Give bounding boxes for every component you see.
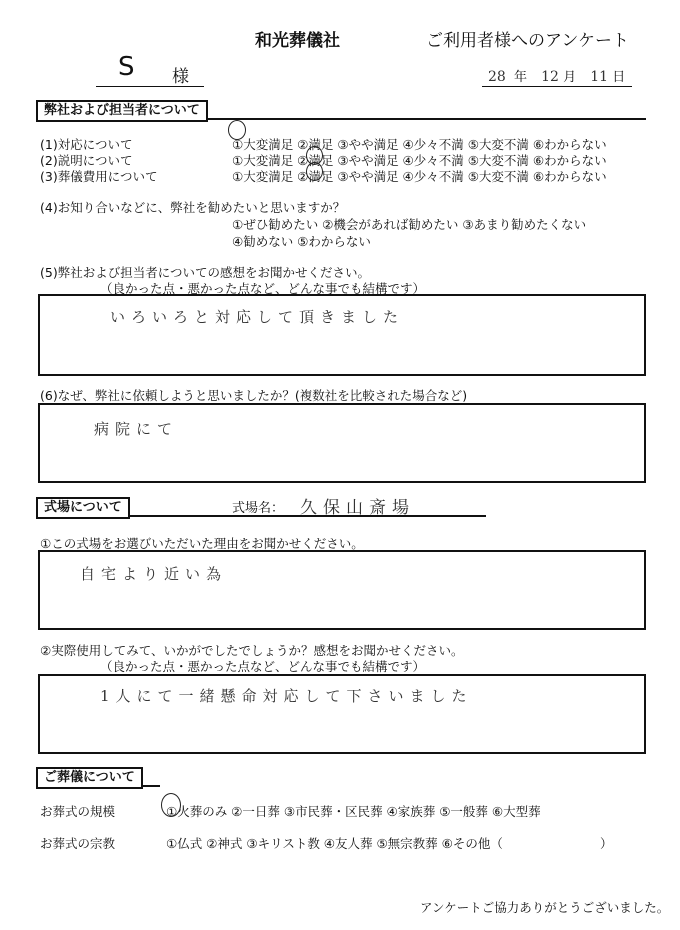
thanks-message: アンケートご協力ありがとうございました。	[420, 900, 670, 915]
date-year: 28	[488, 69, 506, 85]
q6-label: (6)なぜ、弊社に依頼しようと思いましたか？(複数社を比較された場合など)	[40, 388, 468, 403]
date-day: 11	[590, 69, 609, 85]
q5-label: (5)弊社および担当者についての感想をお聞かせください。	[40, 265, 370, 280]
scale-label: お葬式の規模	[40, 804, 116, 819]
survey-title: ご利用者様へのアンケート	[426, 31, 629, 51]
date-month: 12	[541, 69, 559, 85]
customer-initial: S	[118, 52, 135, 82]
q3-label: (3)葬儀費用について	[40, 169, 158, 184]
venue-q2-label: ②実際使用してみて、いかがでしたでしょうか？感想をお聞かせください。	[40, 643, 464, 658]
venue-q1-answer-box	[38, 550, 646, 630]
q3-options: ①大変満足 ②満足 ③やや満足 ④少々不満 ⑤大変不満 ⑥わからない	[232, 169, 607, 184]
section3-heading: ご葬儀について	[36, 767, 143, 789]
date-month-label: 月	[563, 70, 577, 85]
name-underline	[96, 86, 204, 87]
venue-answer: 久保山斎場	[300, 498, 415, 518]
venue-q2-answer: 1人にて一緒懸命対応して下さいました	[100, 687, 473, 705]
scale-selection-circle	[161, 793, 181, 817]
date-day-label: 日	[612, 70, 626, 85]
q2-options: ①大変満足 ②満足 ③やや満足 ④少々不満 ⑤大変不満 ⑥わからない	[232, 153, 607, 168]
venue-q1-answer: 自宅より近い為	[80, 565, 228, 583]
q5-answer: いろいろと対応して頂きました	[110, 308, 405, 326]
q4-label: (4)お知り合いなどに、弊社を勧めたいと思いますか？	[40, 200, 346, 215]
date-underline	[482, 86, 632, 87]
q5-note: （良かった点・悪かった点など、どんな事でも結構です）	[100, 281, 426, 296]
religion-label: お葬式の宗教	[40, 836, 116, 851]
religion-other-close: ）	[600, 836, 613, 851]
company-name: 和光葬儀社	[255, 31, 340, 51]
section1-heading: 弊社および担当者について	[36, 100, 208, 122]
q6-answer-box	[38, 403, 646, 483]
religion-options: ①仏式 ②神式 ③キリスト教 ④友人葬 ⑤無宗教葬 ⑥その他（	[166, 836, 503, 851]
q6-answer: 病院にて	[94, 420, 179, 438]
section2-heading: 式場について	[36, 497, 130, 519]
q1-label: (1)対応について	[40, 137, 133, 152]
survey-date	[488, 66, 625, 85]
scale-options: ①火葬のみ ②一日葬 ③市民葬・区民葬 ④家族葬 ⑤一般葬 ⑥大型葬	[166, 804, 541, 819]
honorific: 様	[172, 67, 189, 87]
q1-selection-circle	[228, 120, 246, 140]
venue-q1-label: ①この式場をお選びいただいた理由をお聞かせください。	[40, 536, 364, 551]
q4-options-line2: ④勧めない ⑤わからない	[232, 234, 371, 249]
q2-label: (2)説明について	[40, 153, 133, 168]
venue-label: 式場名：	[232, 501, 285, 516]
q4-options-line1: ①ぜひ勧めたい ②機会があれば勧めたい ③あまり勧めたくない	[232, 217, 587, 232]
date-year-label: 年	[513, 70, 527, 85]
venue-q2-note: （良かった点・悪かった点など、どんな事でも結構です）	[100, 659, 426, 674]
q1-options: ①大変満足 ②満足 ③やや満足 ④少々不満 ⑤大変不満 ⑥わからない	[232, 137, 607, 152]
q3-selection-circle	[306, 162, 323, 181]
